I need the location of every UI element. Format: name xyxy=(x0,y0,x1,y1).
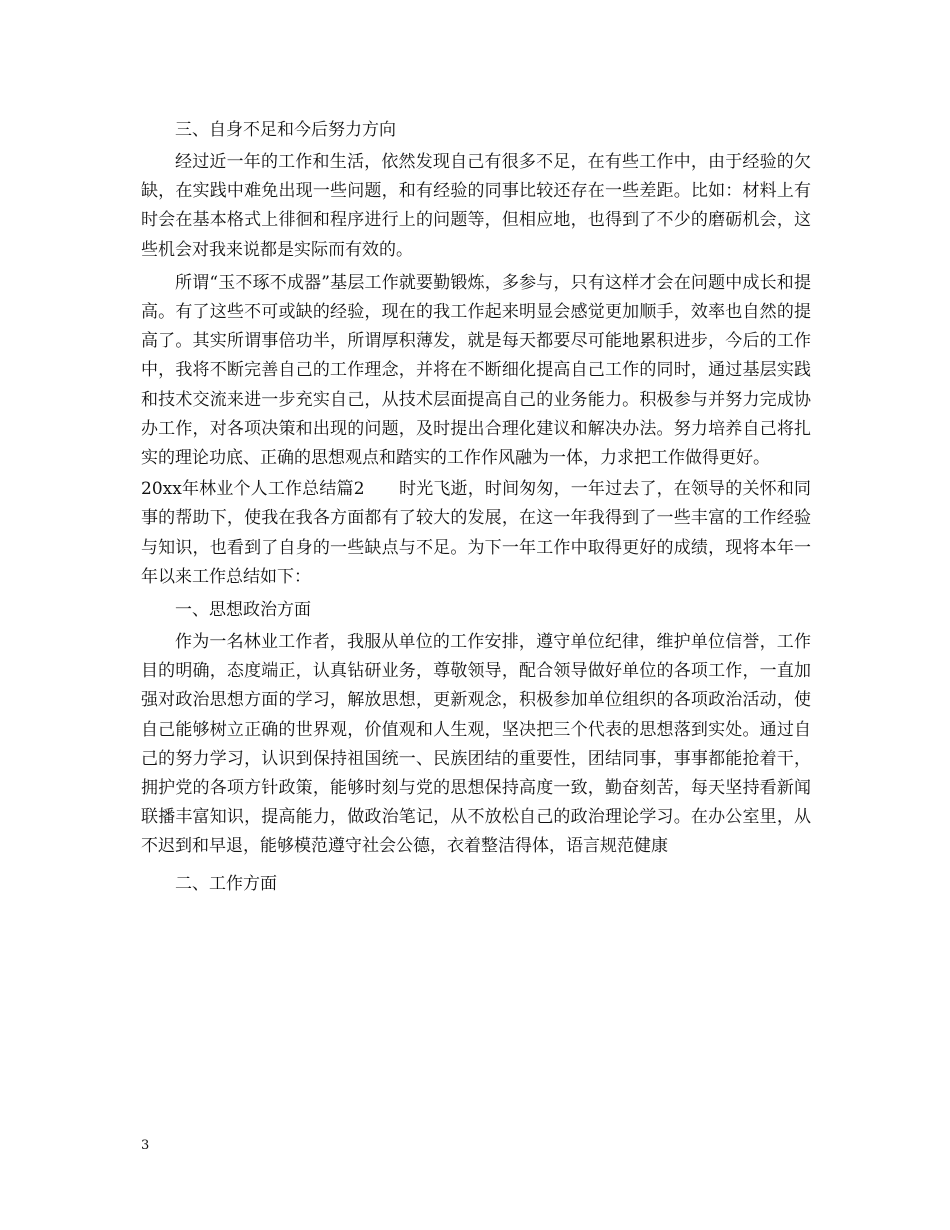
section-heading-work: 二、工作方面 xyxy=(175,873,277,894)
section-heading-political: 一、思想政治方面 xyxy=(175,600,311,621)
paragraph-summary-part2-intro: 20xx年林业个人工作总结篇2 时光飞逝，时间匆匆，一年过去了，在领导的关怀和同事的帮助下，使我在我各方面都有了较大的发展，在这一年我得到了一些丰富的工作经验与知识，也看到了自身的一些缺点与不足。为下一年工作中取得更好的成绩，现将本年一年以来工作总结如下： xyxy=(141,479,811,587)
section-heading-shortcomings: 三、自身不足和今后努力方向 xyxy=(175,120,396,140)
page-number: 3 xyxy=(141,1138,150,1153)
paragraph-political: 作为一名林业工作者，我服从单位的工作安排，遵守单位纪律，维护单位信誉，工作目的明确，态度端正，认真钻研业务，尊敬领导，配合领导做好单位的各项工作，一直加强对政治思想方面的学习，解放思想，更新观念，积极参加单位组织的各项政治活动，使自己能够树立正确的世界观，价值观和人生观，坚决把三个代表的思想落到实处。通过自己的努力学习，认识到保持祖国统一、民族团结的重要性，团结同事，事事都能抢着干，拥护党的各项方针政策，能够时刻与党的思想保持高度一致，勤奋刻苦，每天坚持看新闻联播丰富知识，提高能力，做政治笔记，从不放松自己的政治理论学习。在办公室里，从不迟到和早退，能够模范遵守社会公德，衣着整洁得体，语言规范健康 xyxy=(141,632,811,857)
paragraph-improvement-plan: 所谓“玉不琢不成器”基层工作就要勤锻炼，多参与，只有这样才会在问题中成长和提高。有了这些不可或缺的经验，现在的我工作起来明显会感觉更加顺手，效率也自然的提高了。其实所谓事倍功半，所谓厚积薄发，就是每天都要尽可能地累积进步，今后的工作中，我将不断完善自己的工作理念，并将在不断细化提高自己工作的同时，通过基层实践和技术交流来进一步充实自己，从技术层面提高自己的业务能力。积极参与并努力完成协办工作，对各项决策和出现的问题，及时提出合理化建议和解决办法。努力培养自己将扎实的理论功底、正确的思想观点和踏实的工作作风融为一体，力求把工作做得更好。 xyxy=(141,272,811,469)
paragraph-shortcomings: 经过近一年的工作和生活，依然发现自己有很多不足，在有些工作中，由于经验的欠缺，在实践中难免出现一些问题，和有经验的同事比较还存在一些差距。比如：材料上有时会在基本格式上徘徊和程序进行上的问题等，但相应地，也得到了不少的磨砺机会，这些机会对我来说都是实际而有效的。 xyxy=(141,152,811,260)
document-page xyxy=(141,112,811,902)
